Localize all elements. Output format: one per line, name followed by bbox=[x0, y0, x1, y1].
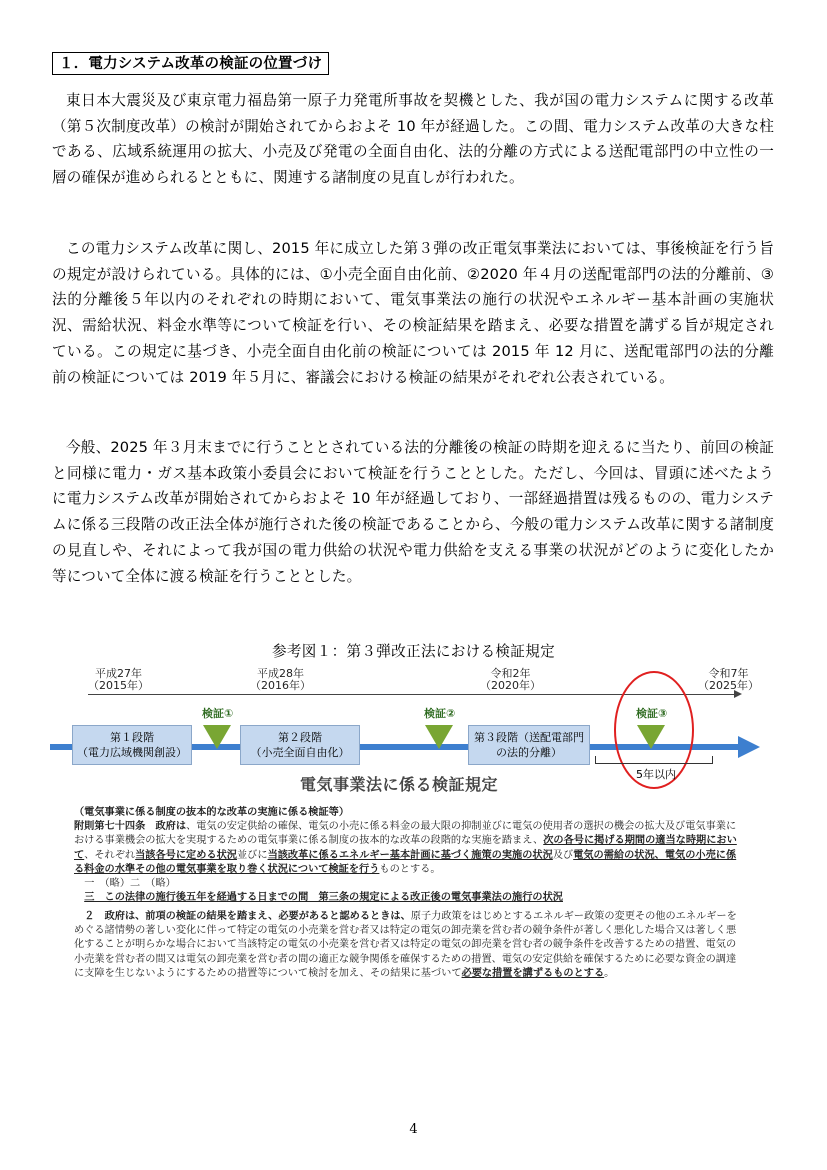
law-title: （電気事業に係る制度の抜本的な改革の実施に係る検証等） bbox=[74, 807, 350, 818]
era-2015-name: 平成27年 bbox=[95, 667, 142, 680]
paragraph-1: 東日本大震災及び東京電力福島第一原子力発電所事故を契機とした、我が国の電力システムに関する改革（第５次制度改革）の検討が開始されてからおよそ 10 年が経過した。この間、電力システム改革の大きな柱である、広域系統運用の拡大、小売及び発電の全面自由化、法的分離の方式による送配電部門の中立性の一層の確保が進められるとともに、関連する諸制度の見直しが行われた。 bbox=[52, 92, 774, 187]
stage-1-subtitle: （電力広域機関創設） bbox=[77, 746, 187, 759]
law-article-label: 附則第七十四条 bbox=[74, 821, 146, 833]
stage-2-title: 第２段階 bbox=[278, 731, 322, 744]
law-text-a5: 当該各号に定める状況 bbox=[135, 849, 237, 861]
era-2020-name: 令和2年 bbox=[490, 667, 531, 680]
era-2020-year: （2020年） bbox=[480, 679, 541, 692]
era-label-2020 bbox=[480, 668, 541, 692]
law-text-a3: 次の各号に掲げる期間の適当な時期において bbox=[74, 835, 737, 861]
law-text-a1: 政府は bbox=[155, 821, 187, 833]
verification-timeline-diagram bbox=[50, 668, 770, 803]
law-p2-number: ２ bbox=[84, 911, 95, 922]
era-2025-year: （2025年） bbox=[698, 679, 759, 692]
five-year-bracket bbox=[595, 756, 713, 764]
verification-1-label: 検証① bbox=[202, 707, 234, 720]
main-arrowhead bbox=[738, 736, 760, 758]
era-label-2015 bbox=[88, 668, 149, 692]
law-p2-bold: 政府は、前項の検証の結果を踏まえ、必要があると認めるときは、 bbox=[104, 911, 411, 922]
paragraph-3: 今般、2025 年３月末までに行うこととされている法的分離後の検証の時期を迎えるに当たり、前回の検証と同様に電力・ガス基本政策小委員会において検証を行うこととした。ただし、今回は、冒頭に述べたように電力システム改革が開始されてからおよそ 10 年が経過しており、一部経過措置は残るものの、電力システムに係る三段階の改正法全体が施行された後の検証であることから、今般の電力システム改革に関する諸制度の見直しや、それによって我が国の電力供給の状況や電力供給を支える事業の状況がどのように変化したか等について全体に渡る検証を行うこととした。 bbox=[52, 439, 774, 585]
stage-2-box bbox=[240, 725, 360, 765]
stage-1-box bbox=[72, 725, 192, 765]
era-2015-year: （2015年） bbox=[88, 679, 149, 692]
law-text-a6: 並びに bbox=[237, 849, 268, 861]
era-label-2016 bbox=[250, 668, 311, 692]
stage-3-box bbox=[468, 725, 590, 765]
era-label-2025 bbox=[698, 668, 759, 692]
section-heading: １．電力システム改革の検証の位置づけ bbox=[52, 52, 329, 75]
law-article-74 bbox=[74, 806, 746, 905]
stage-3-subtitle: の法的分離） bbox=[496, 746, 562, 759]
law-p2-underline: 必要な措置を講ずるものとする bbox=[461, 967, 605, 979]
figure-caption: 参考図１：第３弾改正法における検証規定 bbox=[272, 643, 555, 660]
law-p2-text: 原子力政策をはじめとするエネルギー政策の変更その他のエネルギーをめぐる諸情勢の著しい変化に伴って特定の電気の小売業を営む者又は特定の電気の卸売業を営む者の競争条件が著しく悪化した場合又は著しく悪化することが明らかな場合において当該特定の電気の小売業を営む者又は特定の電気の卸売業を営む者の競争条件を改善するための措置、電気の小売業を営む者の間又は電気の卸売業を営む者の間の適正な競争関係を確保するための措置、電気の安定供給を確保するために必要な資金の調達に支障を生じないようにするための措置等について検討を加え、その結果に基づいて bbox=[74, 911, 737, 979]
era-2025-name: 令和7年 bbox=[708, 667, 749, 680]
stage-1-title: 第１段階 bbox=[110, 731, 154, 744]
paragraph-2: この電力システム改革に関し、2015 年に成立した第３弾の改正電気事業法においては、事後検証を行う旨の規定が設けられている。具体的には、①小売全面自由化前、②2020 年４月の送配電部門の法的分離前、③法的分離後５年以内のそれぞれの時期において、電気事業法の施行の状況やエネルギー基本計画の実施状況、需給状況、料金水準等について検証を行い、その検証結果を踏まえ、必要な措置を講ずる旨が規定されている。この規定に基づき、小売全面自由化前の検証については 2015 年 12 月に、送配電部門の法的分離前の検証については 2019 年５月に、審議会における検証の結果がそれぞれ公表されている。 bbox=[52, 240, 774, 386]
timeline-arrowhead bbox=[734, 690, 742, 698]
law-text-a10: ものとする。 bbox=[379, 863, 441, 875]
diagram-title: 電気事業法に係る検証規定 bbox=[300, 775, 499, 794]
law-text-a8: 及び bbox=[552, 849, 574, 861]
law-text-a7: 当該改革に係るエネルギー基本計画に基づく施策の実施の状況 bbox=[267, 849, 553, 861]
page-number: 4 bbox=[409, 1122, 418, 1137]
law-text-a2: 、電気の安定供給の確保、電気の小売に係る料金の最大限の抑制並びに電気の使用者の選択の機会の拡大及び電気事業における事業機会の拡大を実現するための電気事業に係る制度の抜本的な改革の段階的な実施を踏まえ、 bbox=[74, 821, 737, 847]
era-2016-year: （2016年） bbox=[250, 679, 311, 692]
law-text-a4: 、それぞれ bbox=[84, 849, 136, 861]
law-p2-end: 。 bbox=[604, 967, 615, 979]
verification-1-triangle-icon bbox=[203, 725, 231, 749]
era-2016-name: 平成28年 bbox=[257, 667, 304, 680]
verification-2-triangle-icon bbox=[425, 725, 453, 749]
law-item-1-2: 一 （略）二 （略） bbox=[84, 878, 176, 890]
law-paragraph-2 bbox=[74, 910, 746, 981]
law-text-a9: 電気の需給の状況、電気の小売に係る料金の水準その他の電気事業を取り巻く状況について検証を行う bbox=[74, 849, 737, 875]
verification-2-label: 検証② bbox=[424, 707, 456, 720]
law-item-3: 三 この法律の施行後五年を経過する日までの間 第三条の規定による改正後の電気事業法の施行の状況 bbox=[84, 892, 563, 904]
stage-3-title: 第３段階（送配電部門 bbox=[474, 731, 584, 744]
stage-2-subtitle: （小売全面自由化） bbox=[250, 746, 350, 759]
verification-3-label: 検証③ bbox=[636, 707, 668, 720]
five-year-label: 5年以内 bbox=[636, 768, 676, 781]
